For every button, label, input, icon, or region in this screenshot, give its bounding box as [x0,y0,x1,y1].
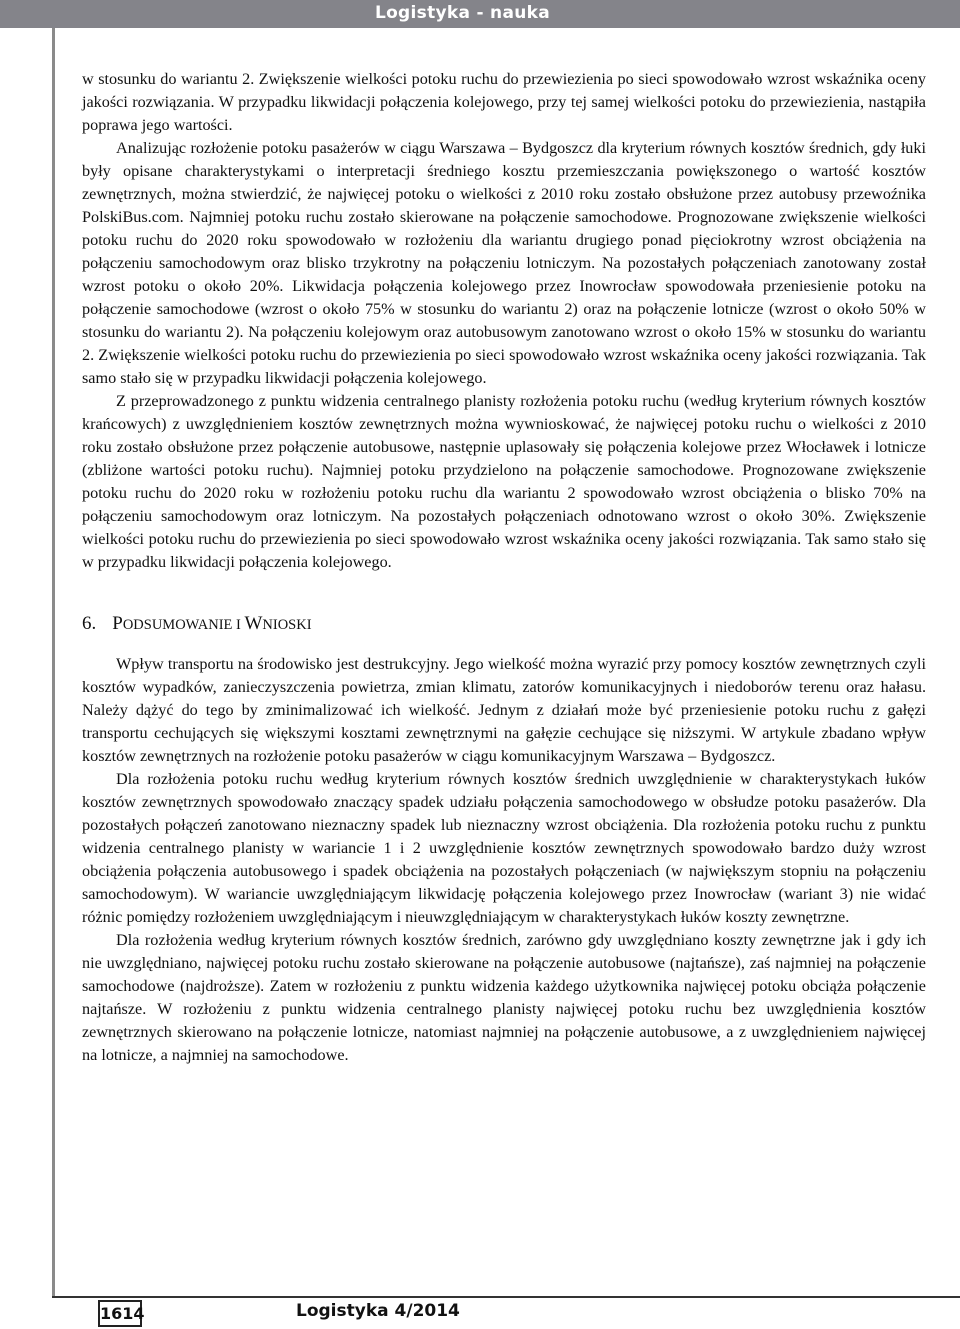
paragraph-analysis-average-cost: Analizując rozłożenie potoku pasażerów w ciągu Warszawa – Bydgoszcz dla kryterium równych kosztów średnich, gdy łuki były opisane charakterystykami o interpretacji średniego kosztu przemieszczania powiększonego o wartość kosztów zewnętrznych, można stwierdzić, że najwięcej potoku o wielkości z 2010 roku zostało obsłużone przez autobusy przewoźnika PolskiBus.com. Najmniej potoku ruchu zostało skierowane na połączenie samochodowe. Prognozowane zwiększenie wielkości potoku ruchu do 2020 roku spowodowało w rozłożeniu dla wariantu drugiego ponad pięciokrotny wzrost obciążenia na połączeniu samochodowym oraz blisko trzykrotny na połączeniu lotniczym. Na pozostałych połączeniach zanotowany został wzrost potoku o około 20%. Likwidacja połączenia kolejowego przez Inowrocław spowodowała przeniesienie potoku na połączenie samochodowe (wzrost o około 75% w stosunku do wariantu 2) oraz na połączenie lotnicze (wzrost o około 50% w stosunku do wariantu 2). Na połączeniu kolejowym oraz autobusowym zanotowano wzrost o około 15% w stosunku do wariantu 2. Zwiększenie wielkości potoku ruchu do przewiezienia po sieci spowodowało wzrost wskaźnika oceny jakości rozwiązania. Tak samo stało się w przypadku likwidacji połączenia kolejowego. [82,139,926,387]
paragraph-central-planner: Z przeprowadzonego z punktu widzenia centralnego planisty rozłożenia potoku ruchu (według kryterium równych kosztów krańcowych) z uwzględnieniem kosztów zewnętrznych można wywnioskować, że najwięcej potoku ruchu o wielkości z 2010 roku zostało obsłużone przez połączenie autobusowe, następnie uplasowały się połączenia kolejowe przez Włocławek i lotnicze (zbliżone wartości potoku ruchu). Najmniej potoku przydzielono na połączenie samochodowe. Prognozowane zwiększenie potoku ruchu do 2020 roku w rozłożeniu potoku ruchu dla wariantu 2 spowodowało wzrost obciążenia o blisko 70% na połączeniu samochodowym oraz lotniczym. Na pozostałych połączeniach odnotowano wzrost o około 30%. Zwiększenie wielkości potoku ruchu do przewiezienia po sieci spowodowało wzrost wskaźnika oceny jakości rozwiązania. Tak samo stało się w przypadku likwidacji połączenia kolejowego. [82,392,926,571]
section-heading [82,612,926,637]
running-header-title: Logistyka - nauka [374,3,550,23]
footer-rule [52,1296,960,1298]
left-margin-rule [52,28,55,1296]
section-number: 6. [82,613,97,634]
journal-issue: Logistyka 4/2014 [296,1301,460,1321]
paragraph-continuation: w stosunku do wariantu 2. Zwiększenie wielkości potoku ruchu do przewiezienia po sieci spowodowało wzrost wskaźnika oceny jakości rozwiązania. W przypadku likwidacji połączenia kolejowego, przy tej samej wielkości potoku do przewiezienia, nastąpiła poprawa jego wartości. [82,70,926,134]
paragraph-summary-2: Dla rozłożenia potoku ruchu według kryterium równych kosztów średnich uwzględnienie w charakterystykach łuków kosztów zewnętrznych spowodowało znaczący spadek udziału połączenia samochodowego w obsłudze potoku pasażerów. Dla pozostałych połączeń zanotowano nieznaczny spadek lub nieznaczny wzrost obciążenia. Dla rozłożenia potoku ruchu z punktu widzenia centralnego planisty w wariancie 1 i 2 uwzględnienie kosztów zewnętrznych spowodowało bardzo duży wzrost obciążenia połączenia autobusowego i spadek obciążenia na pozostałych połączeniach (w największym stopniu na połączeniu samochodowym). W wariancie uwzględniającym likwidację połączenia kolejowego przez Inowrocław (wariant 3) nie widać różnic pomiędzy rozłożeniem uwzględniającym i nieuwzględniającym w charakterystykach łuków koszty zewnętrzne. [82,770,926,926]
article-body [82,68,926,1067]
section-title-initial-2: W [244,613,263,634]
page-number: 1614 [98,1300,142,1327]
header-bar [0,0,960,28]
paragraph-summary-3: Dla rozłożenia według kryterium równych kosztów średnich, zarówno gdy uwzględniano koszty zewnętrzne jak i gdy ich nie uwzględniano, najwięcej potoku ruchu zostało skierowane na połączenie autobusowe (najtańsze), zaś najmniej na połączenie samochodowe (najdroższe). Zatem w rozłożeniu z punktu widzenia każdego użytkownika najwięcej potoku obciąża połączenie najtańsze. W rozłożeniu z punktu widzenia centralnego planisty najwięcej potoku ruchu bez uwzględnienia kosztów zewnętrznych skierowano na połączenie lotnicze, natomiast najmniej na połączenie autobusowe, a z uwzględnieniem najwięcej na lotnicze, a najmniej na samochodowe. [82,931,926,1064]
paragraph-summary-1: Wpływ transportu na środowisko jest destrukcyjny. Jego wielkość można wyrazić przy pomocy kosztów zewnętrznych czyli kosztów wypadków, zanieczyszczenia powietrza, zmian klimatu, zatorów komunikacyjnych i niedoborów terenu oraz hałasu. Należy dążyć do tego by zminimalizować ich wielkość. Jednym z działań może być przeniesienie potoku ruchu z gałęzi transportu cechujących się większymi kosztami zewnętrznymi na gałęzie cechujące się niższymi. W artykule zbadano wpływ kosztów zewnętrznych na rozłożenie potoku pasażerów w ciągu komunikacyjnym Warszawa – Bydgoszcz. [82,655,926,765]
section-title-part-2: NIOSKI [262,617,312,633]
section-title-part-1: ODSUMOWANIE I [122,617,245,633]
section-title-initial: P [112,613,123,634]
